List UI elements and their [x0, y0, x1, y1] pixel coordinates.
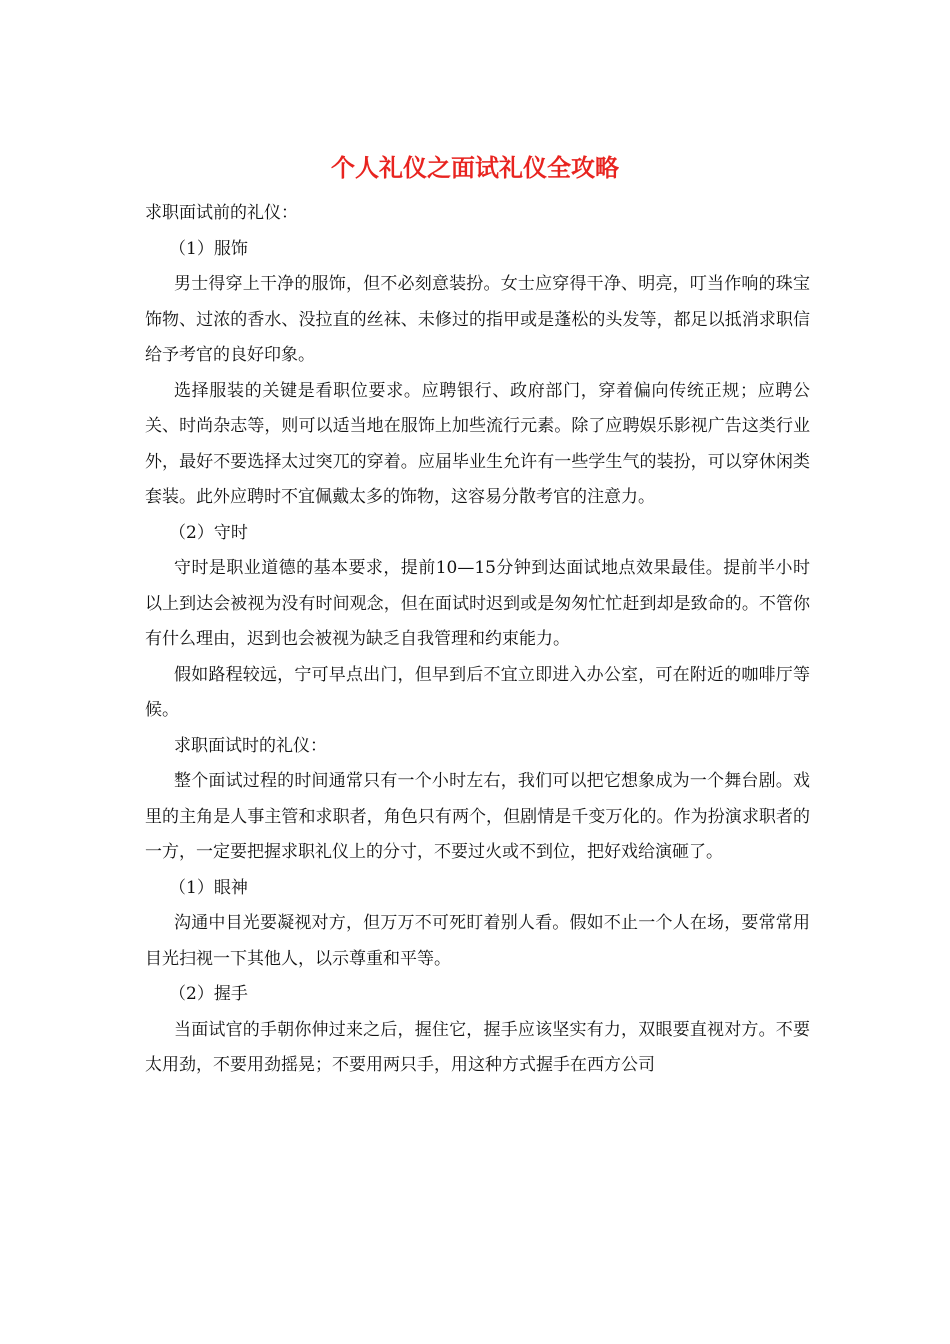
document-title: 个人礼仪之面试礼仪全攻略: [331, 153, 619, 182]
subheading-punctuality: （2）守时: [169, 522, 248, 543]
paragraph-eye-contact: 沟通中目光要凝视对方，但万万不可死盯着别人看。假如不止一个人在场，要常常用目光扫视一下其他人，以示尊重和平等。: [145, 913, 810, 969]
paragraph-distance: 假如路程较远，宁可早点出门，但早到后不宜立即进入办公室，可在附近的咖啡厅等候。: [145, 664, 810, 720]
paragraph-handshake: 当面试官的手朝你伸过来之后，握住它，握手应该坚实有力，双眼要直视对方。不要太用劲，不要用劲摇晃；不要用两只手，用这种方式握手在西方公司: [145, 1019, 810, 1075]
subheading-eye-contact: （1）眼神: [169, 877, 248, 898]
paragraph-attire-general: 男士得穿上干净的服饰，但不必刻意装扮。女士应穿得干净、明亮，叮当作响的珠宝饰物、过浓的香水、没拉直的丝袜、未修过的指甲或是蓬松的头发等，都足以抵消求职信给予考官的良好印象。: [145, 274, 810, 365]
section-heading-before-interview: 求职面试前的礼仪：: [145, 203, 298, 223]
subheading-handshake: （2）握手: [169, 984, 248, 1004]
document-body: [145, 196, 810, 1084]
paragraph-attire-choice: 选择服装的关键是看职位要求。应聘银行、政府部门，穿着偏向传统正规；应聘公关、时尚杂志等，则可以适当地在服饰上加些流行元素。除了应聘娱乐影视广告这类行业外，最好不要选择太过突兀的穿着。应届毕业生允许有一些学生气的装扮，可以穿休闲类套装。此外应聘时不宜佩戴太多的饰物，这容易分散考官的注意力。: [145, 380, 810, 507]
subheading-attire: （1）服饰: [169, 238, 248, 259]
paragraph-punctuality: 守时是职业道德的基本要求，提前10—15分钟到达面试地点效果最佳。提前半小时以上到达会被视为没有时间观念，但在面试时迟到或是匆匆忙忙赶到却是致命的。不管你有什么理由，迟到也会被视为缺乏自我管理和约束能力。: [145, 558, 810, 649]
paragraph-interview-stage: 整个面试过程的时间通常只有一个小时左右，我们可以把它想象成为一个舞台剧。戏里的主角是人事主管和求职者，角色只有两个，但剧情是千变万化的。作为扮演求职者的一方，一定要把握求职礼仪上的分寸，不要过火或不到位，把好戏给演砸了。: [145, 771, 810, 862]
section-heading-during-interview: 求职面试时的礼仪：: [174, 735, 327, 756]
